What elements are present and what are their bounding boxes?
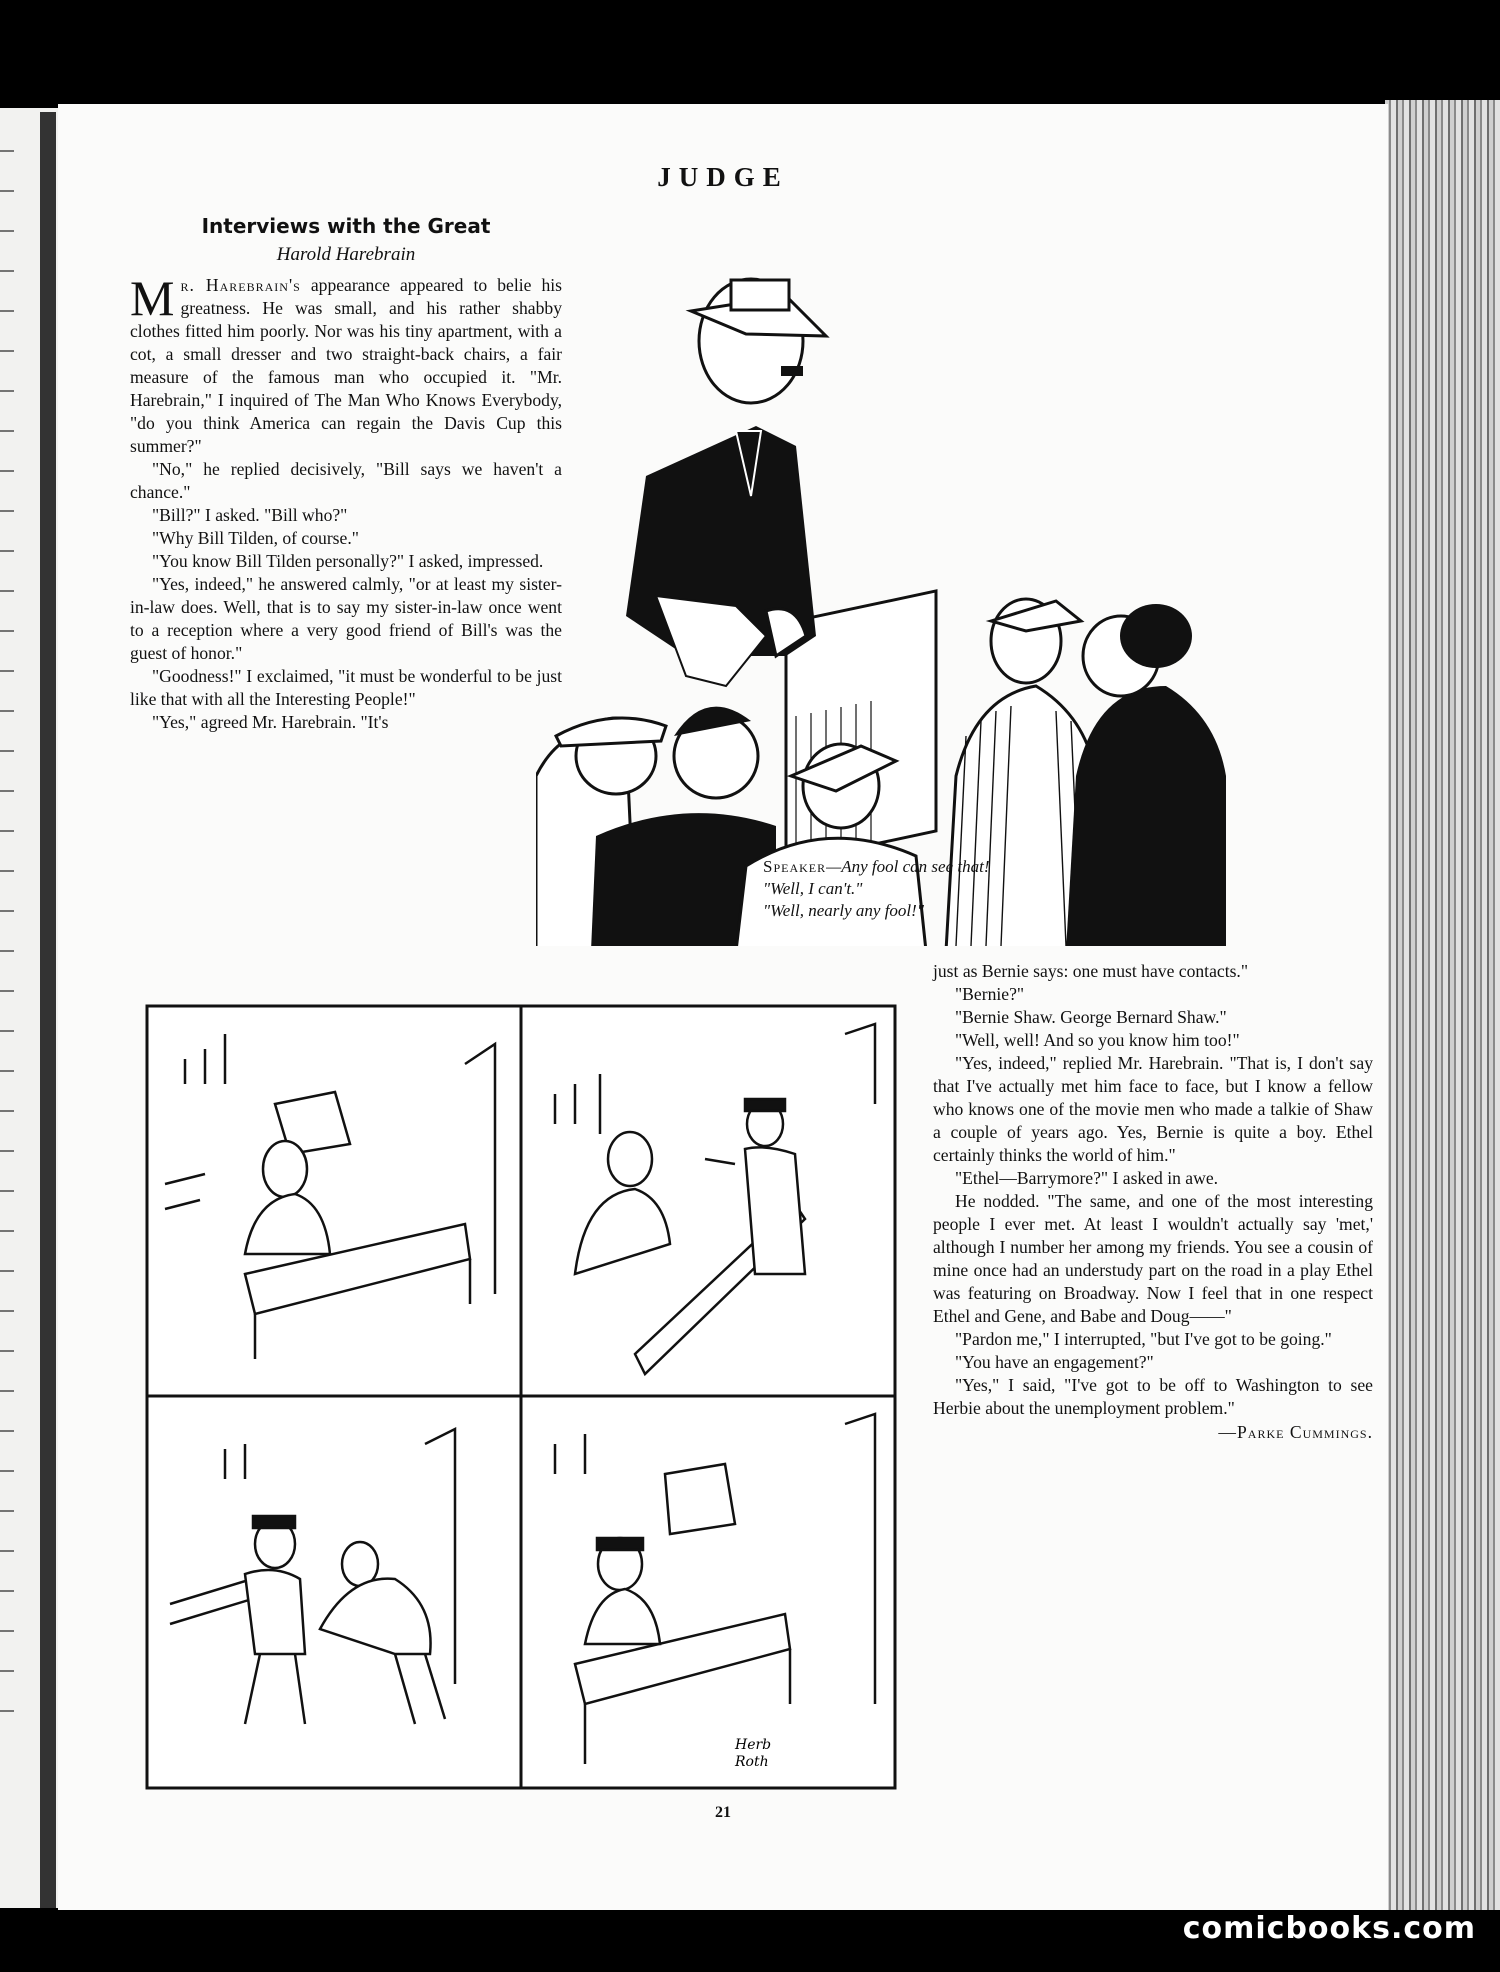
- paragraph: "No," he replied decisively, "Bill says we haven't a chance.": [130, 459, 562, 502]
- book-gutter: [40, 112, 56, 1908]
- paragraph: "Well, well! And so you know him too!": [955, 1030, 1240, 1050]
- paragraph: "Yes," agreed Mr. Harebrain. "It's: [152, 712, 389, 732]
- speaker-cartoon-illustration: [536, 216, 1326, 946]
- paragraph: "Goodness!" I exclaimed, "it must be wonderful to be just like that with all the Interesting People!": [130, 666, 562, 709]
- caption-line-1: [763, 856, 1183, 878]
- paragraph: He nodded. "The same, and one of the most interesting people I ever met. At least I wouldn't actually say 'met,' although I number her among my friends. You see a cousin of mine once had an understudy part on the road in a play Ethel was featuring on Broadway. Now I feel that in one respect Ethel and Gene, and Babe and Doug——": [933, 1191, 1373, 1326]
- paragraph: "Bernie Shaw. George Bernard Shaw.": [955, 1007, 1227, 1027]
- paragraph: "Bill?" I asked. "Bill who?": [152, 505, 348, 525]
- caption-speaker-quote: —Any fool can see that!: [826, 857, 990, 876]
- caption-line-2: "Well, I can't.": [763, 879, 863, 898]
- paragraph-continuation: just as Bernie says: one must have contacts.": [933, 961, 1249, 981]
- drop-cap: M: [130, 270, 175, 326]
- page-number: 21: [715, 1804, 731, 1821]
- article-left-column: [130, 214, 562, 734]
- author-signature: —Parke Cummings.: [1218, 1422, 1373, 1442]
- caption-line-3: "Well, nearly any fool!": [763, 901, 924, 920]
- article-right-column: [933, 960, 1373, 1443]
- paragraph: "Why Bill Tilden, of course.": [152, 528, 359, 548]
- paragraph: "Yes, indeed," he answered calmly, "or at least my sister-in-law does. Well, that is to say my sister-in-law once went to a reception where a very good friend of Bill's was the guest of honor.": [130, 574, 562, 663]
- opening-smallcaps: r. Harebrain's: [180, 275, 301, 295]
- paragraph: "Yes," I said, "I've got to be off to Washington to see Herbie about the unemployment problem.": [933, 1375, 1373, 1418]
- paragraph: "Bernie?": [955, 984, 1025, 1004]
- facing-page-text-edge: [0, 150, 14, 1750]
- page-stack-edge: [1385, 100, 1500, 1910]
- paragraph: "You have an engagement?": [955, 1352, 1154, 1372]
- strip-artist-signature-line-1: Herb: [735, 1737, 772, 1753]
- opening-text: appearance appeared to belie his greatness. He was small, and his rather shabby clothes fitted him poorly. Nor was his tiny apartment, with a cot, a small dresser and two straight-back chairs, a fair measure of the famous man who occupied it. "Mr. Harebrain," I inquired of The Man Who Knows Everybody, "do you think America can regain the Davis Cup this summer?": [130, 275, 562, 456]
- paragraph: "Pardon me," I interrupted, "but I've got to be going.": [955, 1329, 1332, 1349]
- speaker-label: Speaker: [763, 857, 827, 876]
- four-panel-comic-strip: [145, 1004, 897, 1790]
- watermark: comicbooks.com: [1182, 1911, 1476, 1946]
- article-byline: Harold Harebrain: [276, 244, 416, 265]
- strip-artist-signature-line-2: Roth: [735, 1754, 769, 1770]
- magazine-page: [58, 104, 1388, 1910]
- paragraph: "Yes, indeed," replied Mr. Harebrain. "That is, I don't say that I've actually met him face to face, but I know a fellow who knows one of the movie men who made a talkie of Shaw a couple of years ago. Yes, Bernie is quite a boy. Ethel certainly thinks the world of him.": [933, 1053, 1373, 1165]
- paragraph: "Ethel—Barrymore?" I asked in awe.: [955, 1168, 1219, 1188]
- cartoon-caption: [763, 856, 1183, 922]
- paragraph: "You know Bill Tilden personally?" I asked, impressed.: [152, 551, 544, 571]
- masthead: JUDGE: [657, 162, 789, 192]
- article-title: Interviews with the Great: [201, 214, 491, 238]
- article-opening-paragraph: [130, 270, 562, 458]
